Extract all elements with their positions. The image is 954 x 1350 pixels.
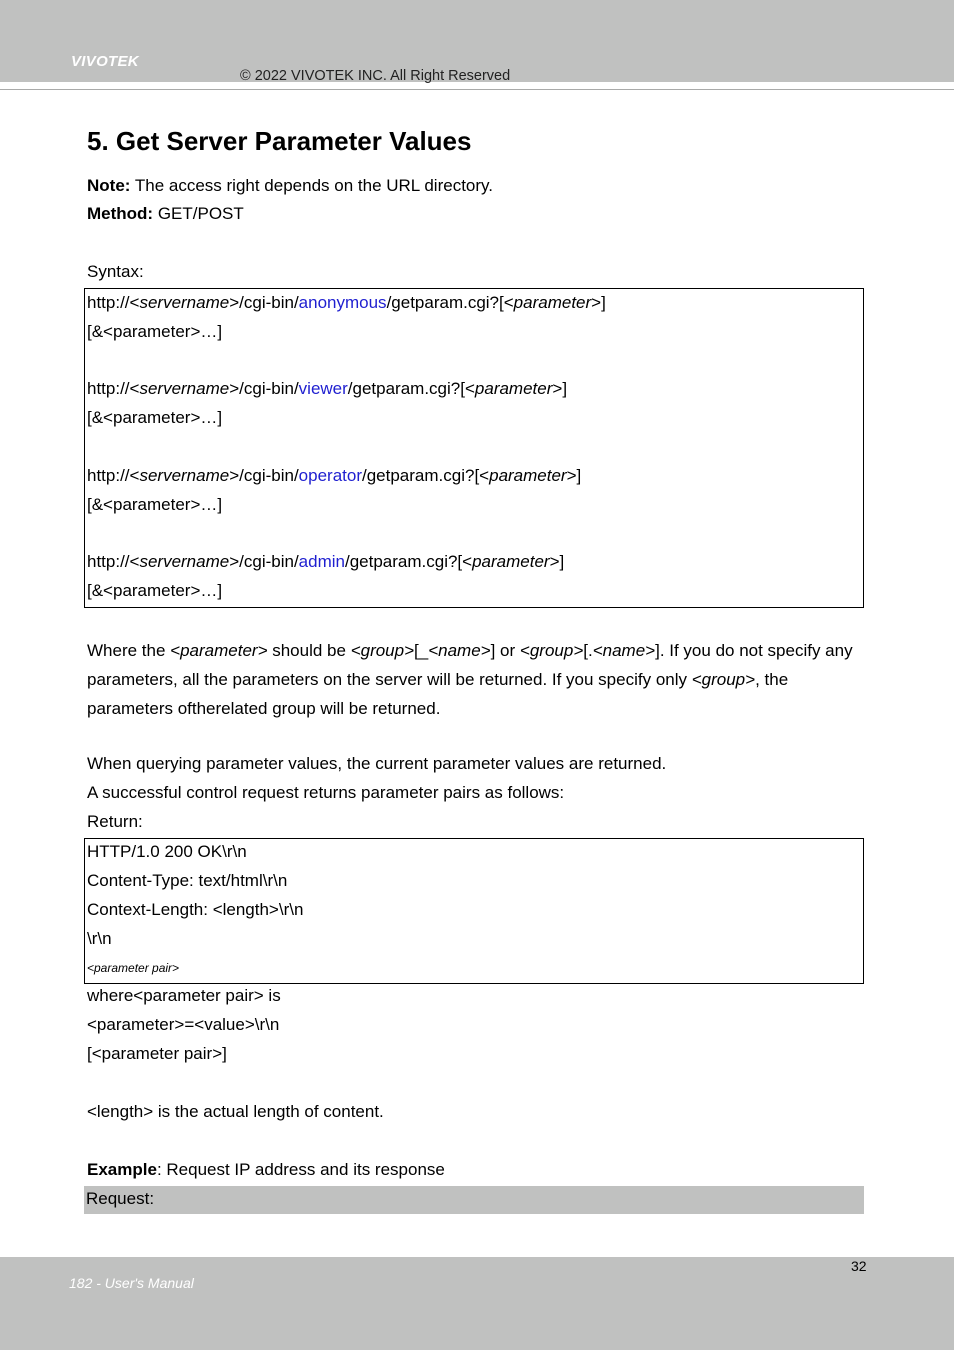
return-parameter-pair: <parameter pair> <box>87 961 180 975</box>
example-label: Example <box>87 1160 157 1179</box>
success-line: A successful control request returns parameter pairs as follows: <box>87 783 565 802</box>
syntax-continuation: [&<parameter>…] <box>87 322 223 341</box>
pair-line: where<parameter pair> is <box>87 986 281 1005</box>
note-text: The access right depends on the URL directory. <box>130 176 493 195</box>
syntax-continuation: [&<parameter>…] <box>87 495 223 514</box>
pair-line: [<parameter pair>] <box>87 1044 227 1063</box>
query-line: When querying parameter values, the current parameter values are returned. <box>87 754 667 773</box>
return-label: Return: <box>87 812 143 831</box>
request-label: Request: <box>86 1189 155 1208</box>
syntax-continuation: [&<parameter>…] <box>87 581 223 600</box>
return-line: Context-Length: <length>\r\n <box>87 900 304 919</box>
page-footer <box>0 1257 954 1350</box>
syntax-url: http://<servername>/cgi-bin/operator/getparam.cgi?[<parameter>] <box>87 466 582 485</box>
parameter-description: Where the <parameter> should be <group>[_<name>] or <group>[.<name>]. If you do not specify any parameters, all the parameters on the server will be returned. If you specify only <group>, the parameters oftherelated group will be returned. <box>87 641 853 718</box>
syntax-url: http://<servername>/cgi-bin/viewer/getparam.cgi?[<parameter>] <box>87 379 568 398</box>
method-line <box>87 204 244 224</box>
page-number: 32 <box>851 1258 867 1274</box>
manual-page-label: 182 - User's Manual <box>69 1275 194 1291</box>
directory-link: operator <box>298 466 362 485</box>
directory-link: admin <box>298 552 345 571</box>
request-band <box>84 1186 864 1214</box>
return-box <box>84 838 864 984</box>
method-label: Method: <box>87 204 154 223</box>
length-line: <length> is the actual length of content. <box>87 1102 384 1121</box>
note-line <box>87 176 493 196</box>
syntax-url: http://<servername>/cgi-bin/admin/getparam.cgi?[<parameter>] <box>87 552 565 571</box>
header-divider <box>0 89 954 90</box>
return-line: HTTP/1.0 200 OK\r\n <box>87 842 247 861</box>
syntax-label: Syntax: <box>87 262 144 281</box>
example-text: : Request IP address and its response <box>156 1160 445 1179</box>
return-line: Content-Type: text/html\r\n <box>87 871 288 890</box>
syntax-url: http://<servername>/cgi-bin/anonymous/getparam.cgi?[<parameter>] <box>87 293 606 312</box>
directory-link: viewer <box>298 379 348 398</box>
syntax-continuation: [&<parameter>…] <box>87 408 223 427</box>
return-line: \r\n <box>87 929 112 948</box>
copyright-text: © 2022 VIVOTEK INC. All Right Reserved <box>240 68 511 84</box>
example-line <box>87 1160 445 1180</box>
pair-line: <parameter>=<value>\r\n <box>87 1015 280 1034</box>
directory-link: anonymous <box>298 293 387 312</box>
syntax-box <box>84 288 864 608</box>
section-title: 5. Get Server Parameter Values <box>87 126 472 156</box>
brand-logo: VIVOTEK <box>71 53 139 70</box>
method-text: GET/POST <box>153 204 244 223</box>
note-label: Note: <box>87 176 131 195</box>
